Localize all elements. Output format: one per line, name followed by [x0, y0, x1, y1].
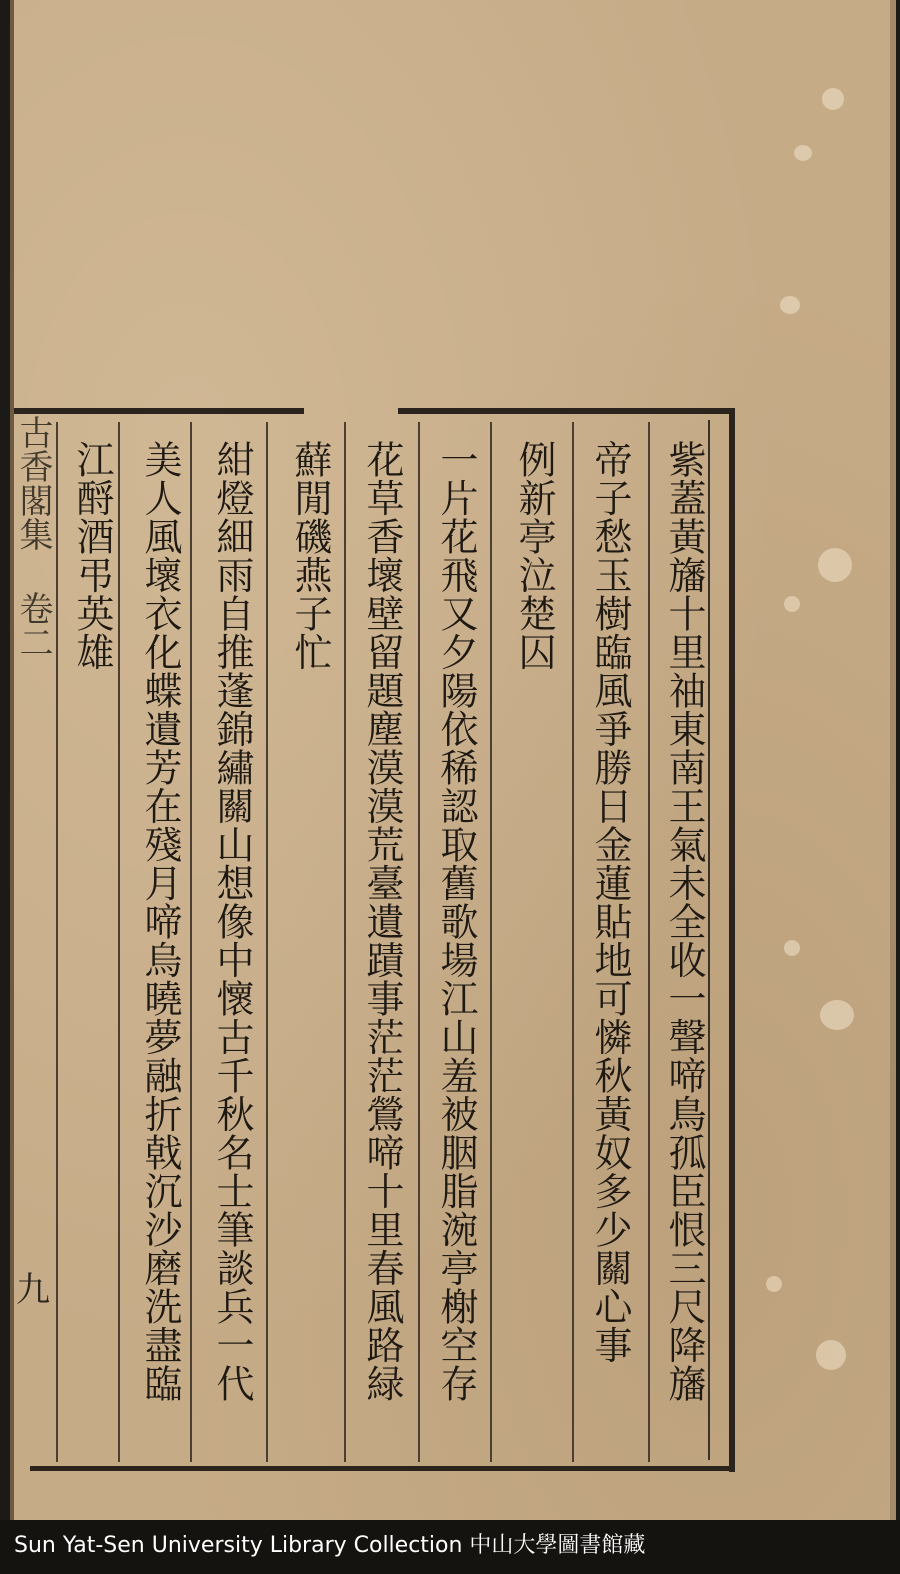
margin-title: 古香閣集 卷二 — [13, 415, 53, 659]
paper-damage-spot — [820, 1000, 854, 1030]
paper-damage-spot — [766, 1276, 782, 1292]
frame-right-inner-rule — [708, 420, 710, 1460]
page-right-edge — [890, 0, 896, 1520]
column-rule — [648, 422, 650, 1462]
text-column-8: 美人風壞衣化蝶遺芳在殘月啼烏曉夢融折戟沉沙磨洗盡臨 — [138, 440, 182, 1403]
text-column-9: 江酹酒弔英雄 — [70, 440, 114, 671]
text-column-2: 帝子愁玉樹臨風爭勝日金蓮貼地可憐秋黃奴多少關心事 — [588, 440, 632, 1364]
collection-label: Sun Yat-Sen University Library Collection 中山大學圖書館藏 — [14, 1533, 646, 1558]
column-rule — [190, 422, 192, 1462]
text-column-7: 紺燈細雨自推蓬錦繡關山想像中懷古千秋名士筆談兵一代 — [210, 440, 254, 1403]
paper-damage-spot — [818, 548, 852, 582]
frame-right-border — [729, 410, 735, 1472]
paper-damage-spot — [784, 596, 800, 612]
page-number: 九 — [16, 1270, 50, 1310]
column-rule — [418, 422, 420, 1462]
text-column-6: 蘚閒磯燕子忙 — [288, 440, 332, 671]
paper-damage-spot — [816, 1340, 846, 1370]
paper-damage-spot — [822, 88, 844, 110]
column-rule — [266, 422, 268, 1462]
frame-top-rule-left — [14, 408, 304, 414]
paper-damage-spot — [794, 145, 812, 161]
column-rule — [490, 422, 492, 1462]
page-left-edge — [10, 0, 14, 1520]
column-rule — [572, 422, 574, 1462]
text-column-4: 一片花飛又夕陽依稀認取舊歌場江山羞被胭脂涴亭榭空存 — [434, 440, 478, 1403]
text-column-3: 例新亭泣楚囚 — [512, 440, 556, 671]
paper-damage-spot — [780, 296, 800, 314]
text-column-1: 紫蓋黃旛十里䄂東南王氣未全收一聲啼鳥孤臣恨三尺降旛 — [662, 440, 706, 1403]
column-rule — [344, 422, 346, 1462]
text-column-5: 花草香壞壁留題塵漠漠荒臺遺蹟事茫茫鶯啼十里春風路緑 — [360, 440, 404, 1403]
paper-damage-spot — [784, 940, 800, 956]
column-rule — [118, 422, 120, 1462]
frame-top-rule-right — [398, 408, 735, 414]
frame-bottom-rule — [30, 1466, 735, 1471]
